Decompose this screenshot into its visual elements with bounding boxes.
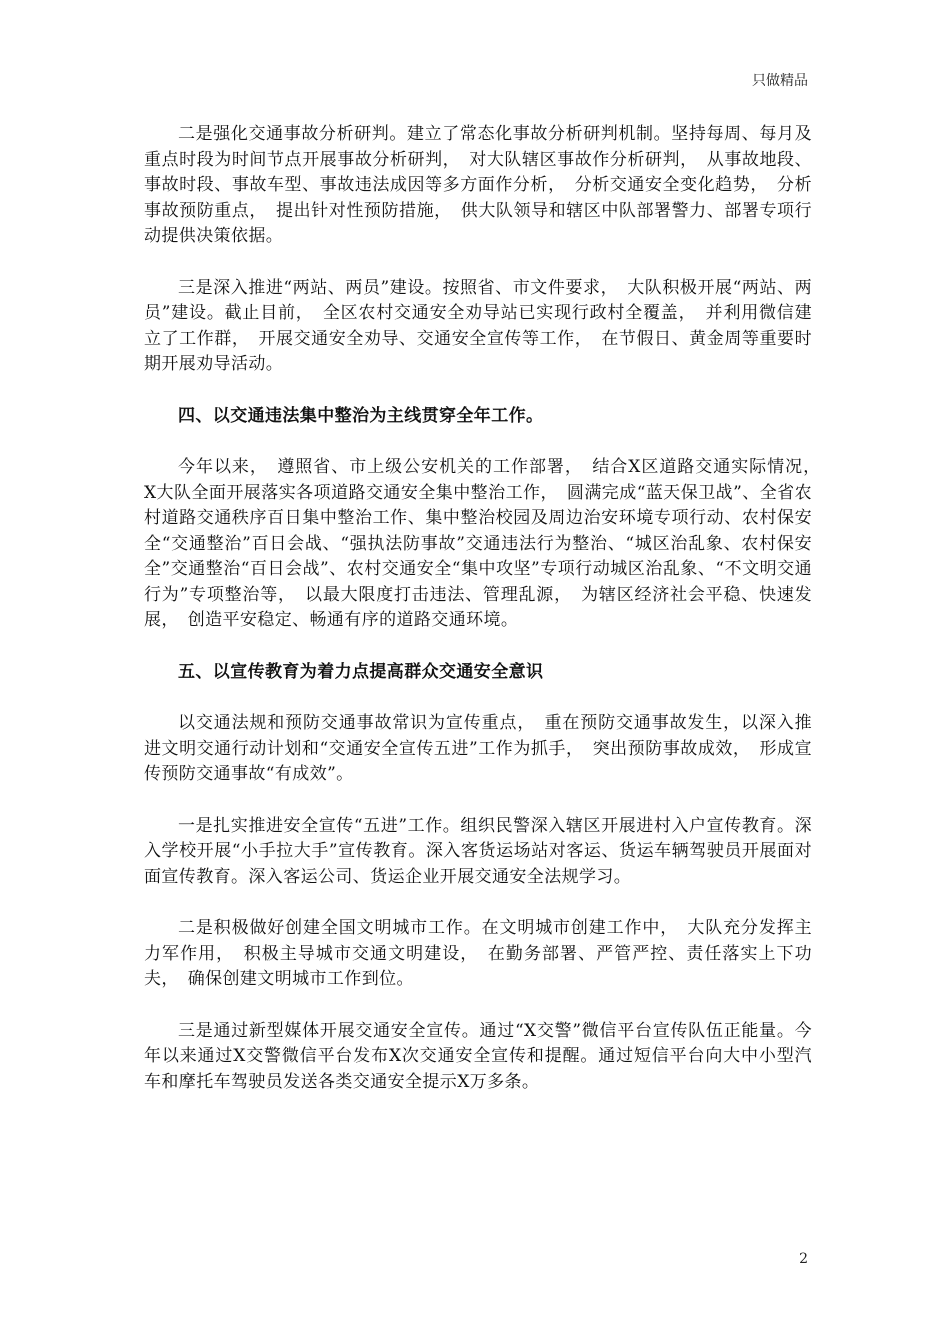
section-heading: 四、以交通违法集中整治为主线贯穿全年工作。: [178, 405, 544, 426]
document-body: [144, 122, 830, 1121]
paragraph: 三是通过新型媒体开展交通安全宣传。通过“X交警”微信平台宣传队伍正能量。今年以来通过X交警微信平台发布X次交通安全宣传和提醒。通过短信平台向大中小型汽车和摩托车驾驶员发送各类交通安全提示X万多条。: [144, 1020, 812, 1092]
paragraph: 一是扎实推进安全宣传“五进”工作。组织民警深入辖区开展进村入户宣传教育。深入学校开展“小手拉大手”宣传教育。深入客货运场站对客运、货运车辆驾驶员开展面对面宣传教育。深入客运公司、货运企业开展交通安全法规学习。: [144, 815, 812, 887]
section-heading: 五、以宣传教育为着力点提高群众交通安全意识: [178, 661, 544, 682]
header-note: 只做精品: [752, 73, 808, 89]
paragraph: 以交通法规和预防交通事故常识为宣传重点， 重在预防交通事故发生，以深入推进文明交通行动计划和“交通安全宣传五进”工作为抓手， 突出预防事故成效， 形成宣传预防交通事故“有成效”。: [144, 713, 812, 784]
paragraph: 二是积极做好创建全国文明城市工作。在文明城市创建工作中， 大队充分发挥主力军作用， 积极主导城市交通文明建设， 在勤务部署、严管严控、责任落实上下功夫， 确保创建文明城市工作到位。: [144, 918, 812, 989]
page-number: 2: [799, 1251, 808, 1267]
paragraph: 今年以来， 遵照省、市上级公安机关的工作部署， 结合X区道路交通实际情况， X大队全面开展落实各项道路交通安全集中整治工作， 圆满完成“蓝天保卫战”、全省农村道路交通秩序百日集中整治工作、集中整治校园及周边治安环境专项行动、农村保安全“交通整治”百日会战、“强执法防事故”交通违法行为整治、“城区治乱象、农村保安全”交通整治“百日会战”、农村交通安全“集中攻坚”专项行动城区治乱象、“不文明交通行为”专项整治等， 以最大限度打击违法、管理乱源， 为辖区经济社会平稳、快速发展， 创造平安稳定、畅通有序的道路交通环境。: [144, 457, 830, 630]
paragraph: 二是强化交通事故分析研判。建立了常态化事故分析研判机制。坚持每周、每月及重点时段为时间节点开展事故分析研判， 对大队辖区事故作分析研判， 从事故地段、事故时段、事故车型、事故违法成因等多方面作分析， 分析交通安全变化趋势， 分析事故预防重点， 提出针对性预防措施， 供大队领导和辖区中队部署警力、部署专项行动提供决策依据。: [144, 124, 812, 246]
paragraph: 三是深入推进“两站、两员”建设。按照省、市文件要求， 大队积极开展“两站、两员”建设。截止目前， 全区农村交通安全劝导站已实现行政村全覆盖， 并利用微信建立了工作群， 开展交通安全劝导、交通安全宣传等工作， 在节假日、黄金周等重要时期开展劝导活动。: [144, 277, 812, 374]
